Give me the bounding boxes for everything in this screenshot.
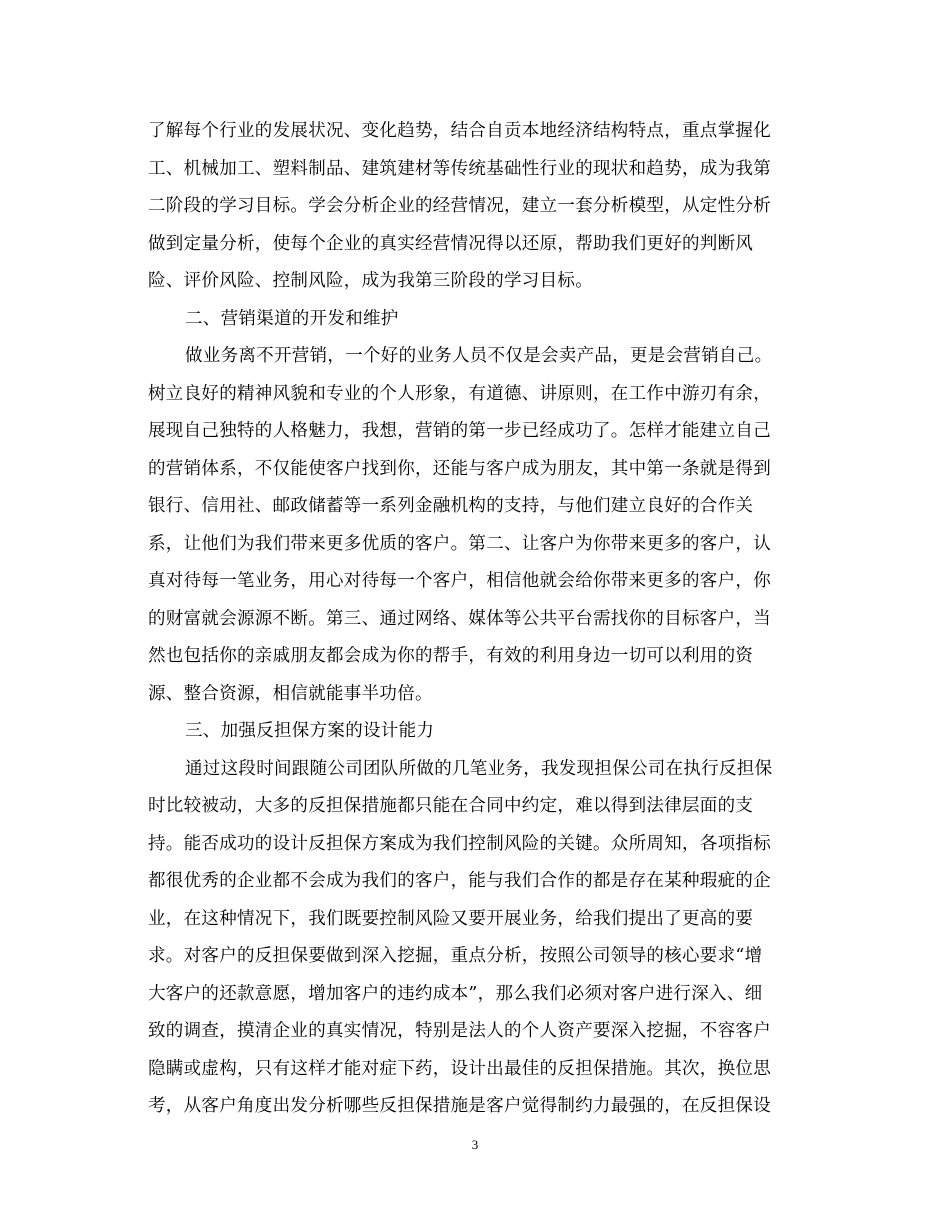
text-line: 工、机械加工、塑料制品、建筑建材等传统基础性行业的现状和趋势，成为我第 bbox=[148, 158, 771, 179]
text-line: 银行、信用社、邮政储蓄等一系列金融机构的支持，与他们建立良好的合作关 bbox=[148, 496, 754, 516]
text-line: 的营销体系，不仅能使客户找到你，还能与客户成为朋友，其中第一条就是得到 bbox=[148, 458, 771, 479]
text-line: 了解每个行业的发展状况、变化趋势，结合自贡本地经济结构特点，重点掌握化 bbox=[148, 121, 771, 141]
paragraph-1 bbox=[148, 113, 804, 301]
text-line: 通过这段时间跟随公司团队所做的几笔业务，我发现担保公司在执行反担保 bbox=[185, 758, 773, 779]
text-line: 源、整合资源，相信就能事半功倍。 bbox=[148, 683, 433, 704]
text-line: 的财富就会源源不断。第三、通过网络、媒体等公共平台需找你的目标客户，当 bbox=[148, 608, 771, 629]
text-line: 二阶段的学习目标。学会分析企业的经营情况，建立一套分析模型，从定性分析 bbox=[148, 196, 771, 216]
page-number: 3 bbox=[471, 1137, 479, 1152]
section-heading-3: 三、加强反担保方案的设计能力 bbox=[185, 721, 435, 741]
paragraph-3 bbox=[148, 751, 804, 1126]
text-line: 考，从客户角度出发分析哪些反担保措施是客户觉得制约力最强的，在反担保设 bbox=[148, 1096, 771, 1116]
text-line: 业，在这种情况下，我们既要控制风险又要开展业务，给我们提出了更高的要 bbox=[148, 908, 754, 929]
body-text bbox=[148, 113, 804, 1126]
text-line: 树立良好的精神风貌和专业的个人形象，有道德、讲原则，在工作中游刃有余， bbox=[148, 383, 771, 404]
text-line: 都很优秀的企业都不会成为我们的客户，能与我们合作的都是存在某种瑕疵的企 bbox=[148, 871, 771, 891]
text-line: 时比较被动，大多的反担保措施都只能在合同中约定，难以得到法律层面的支 bbox=[148, 796, 754, 816]
section-heading-2: 二、营销渠道的开发和维护 bbox=[185, 308, 399, 329]
text-line: 求。对客户的反担保要做到深入挖掘，重点分析，按照公司领导的核心要求“增 bbox=[148, 946, 763, 966]
text-line: 大客户的还款意愿，增加客户的违约成本”，那么我们必须对客户进行深入、细 bbox=[148, 983, 763, 1004]
text-line: 隐瞒或虚构，只有这样才能对症下药，设计出最佳的反担保措施。其次，换位思 bbox=[148, 1058, 771, 1079]
text-line: 系，让他们为我们带来更多优质的客户。第二、让客户为你带来更多的客户，认 bbox=[148, 533, 771, 554]
text-line: 展现自己独特的人格魅力，我想，营销的第一步已经成功了。怎样才能建立自己 bbox=[148, 421, 771, 441]
paragraph-2 bbox=[148, 338, 804, 713]
text-line: 做业务离不开营销，一个好的业务人员不仅是会卖产品，更是会营销自己。 bbox=[185, 346, 773, 366]
text-line: 致的调查，摸清企业的真实情况，特别是法人的个人资产要深入挖掘，不容客户 bbox=[148, 1021, 771, 1041]
text-line: 做到定量分析，使每个企业的真实经营情况得以还原，帮助我们更好的判断风 bbox=[148, 233, 754, 254]
text-line: 然也包括你的亲戚朋友都会成为你的帮手，有效的利用身边一切可以利用的资 bbox=[148, 646, 754, 666]
text-line: 真对待每一笔业务，用心对待每一个客户，相信他就会给你带来更多的客户，你 bbox=[148, 571, 771, 591]
text-line: 持。能否成功的设计反担保方案成为我们控制风险的关键。众所周知，各项指标 bbox=[148, 833, 771, 854]
text-line: 险、评价风险、控制风险，成为我第三阶段的学习目标。 bbox=[148, 271, 593, 291]
